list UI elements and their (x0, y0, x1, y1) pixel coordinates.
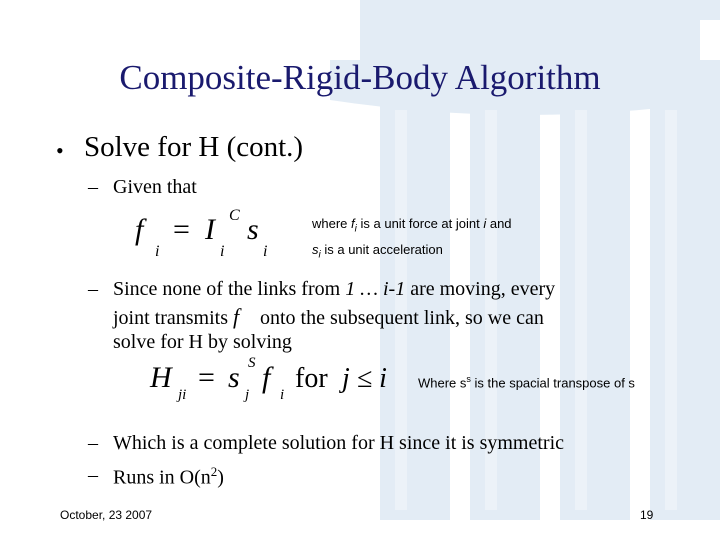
where-prefix: where (312, 216, 352, 231)
where2-rest: is the spacial transpose of s (470, 375, 635, 391)
eq2-condition: j ≤ i (342, 363, 387, 394)
dash-marker-3: – (88, 432, 98, 454)
slide-title: Composite-Rigid-Body Algorithm (119, 58, 601, 97)
dash-marker-2: – (88, 278, 98, 300)
where-joint-i: i (483, 216, 487, 231)
since-part1: Since none of the links from (113, 278, 346, 300)
eq1-equals: = (173, 213, 190, 246)
eq2-f: f (262, 361, 271, 394)
bullet-solve-for-h: Solve for H (cont.) (84, 131, 304, 163)
eq1-I-subscript: i (220, 243, 225, 260)
sub-bullet-since-none-line2 (113, 304, 544, 330)
since-line2b: onto the subsequent link, so we can (255, 307, 544, 329)
runs-close: ) (217, 466, 224, 489)
page-number: 19 (640, 508, 654, 522)
since-line2a: joint transmits (113, 307, 233, 329)
sub-bullet-given-that: Given that (113, 176, 197, 198)
where-mid: is a unit force at joint (356, 216, 484, 231)
where-f-subscript: i (354, 223, 357, 235)
eq1-I-superscript: C (229, 207, 240, 224)
eq2-for: for (295, 363, 328, 394)
since-inline-f: f (233, 304, 240, 329)
dash-marker-4: – (88, 464, 98, 486)
where-s-subscript: i (318, 249, 321, 261)
eq2-f-subscript: i (280, 387, 285, 403)
sub-bullet-complete-solution: Which is a complete solution for H since it is symmetric (113, 432, 565, 454)
eq1-where-line1 (312, 216, 512, 235)
sub-bullet-runs-in (113, 464, 224, 490)
eq2-s-superscript: S (248, 355, 256, 371)
sub-bullet-since-none-line1 (113, 278, 555, 301)
where2-sup: s (466, 374, 471, 384)
eq1-f: f (135, 213, 144, 246)
where-f: f (351, 216, 355, 231)
eq2-H-subscript: ji (178, 387, 187, 403)
eq2-where-note (418, 374, 635, 390)
since-part2: are moving, every (405, 278, 556, 300)
where-and: and (486, 216, 512, 231)
eq2-s-subscript: j (245, 387, 250, 403)
eq1-s-subscript: i (263, 243, 268, 260)
where2-text: Where s (418, 375, 467, 391)
equation-f-equals-I-s (135, 205, 295, 265)
eq1-f-subscript: i (155, 243, 160, 260)
eq2-equals: = (198, 361, 215, 394)
eq1-where-line2 (312, 242, 443, 261)
bullet-marker: • (56, 138, 64, 163)
footer-date: October, 23 2007 (60, 508, 153, 522)
equation-H-ji (150, 355, 405, 405)
where-s-rest: is a unit acceleration (320, 242, 443, 257)
runs-text: Runs in O(n (113, 466, 211, 489)
since-range: 1 … i-1 (345, 278, 406, 300)
eq2-H: H (150, 361, 172, 394)
where-s: s (312, 242, 319, 257)
dash-marker-1: – (88, 176, 98, 198)
runs-exponent: 2 (210, 464, 218, 479)
eq1-I: I (205, 213, 215, 246)
sub-bullet-since-none-line3: solve for H by solving (113, 331, 292, 353)
eq2-s: s (228, 361, 240, 394)
eq1-s: s (247, 213, 259, 246)
